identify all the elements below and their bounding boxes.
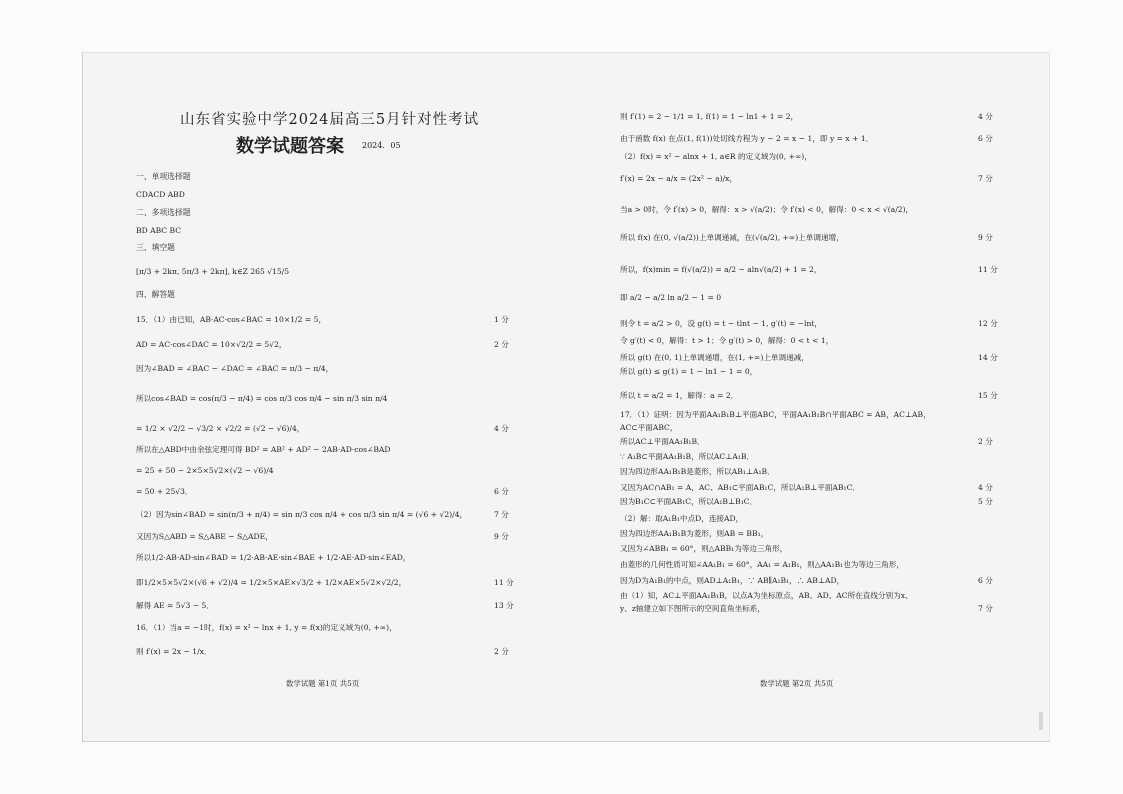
answer-line bbox=[620, 528, 768, 539]
answer-line bbox=[136, 225, 181, 236]
answer-line bbox=[620, 559, 904, 570]
score-label: 11 分 bbox=[978, 265, 998, 274]
answer-line bbox=[620, 451, 754, 462]
answer-text: 所以在△ABD中由余弦定理可得 BD² = AB² + AD² − 2AB·AD·cos∠BAD bbox=[136, 445, 391, 454]
answer-line bbox=[136, 314, 326, 325]
answer-text: （2）f(x) = x² − alnx + 1, a∈R 的定义域为(0, +∞)， bbox=[620, 152, 812, 161]
score-label: 7 分 bbox=[494, 510, 509, 519]
answer-text: 由菱形的几何性质可知∠AA₁B₁ = 60°，AA₁ = A₁B₁，则△AA₁B₁也为等边三角形， bbox=[620, 560, 904, 569]
score-label: 2 分 bbox=[978, 437, 993, 446]
answer-line bbox=[136, 552, 411, 563]
section-heading bbox=[136, 289, 175, 300]
answer-line bbox=[620, 482, 860, 493]
answer-line bbox=[136, 600, 214, 611]
answer-text: 又因为AC∩AB₁ = A，AC、AB₁⊂平面AB₁C，所以A₁B⊥平面AB₁C． bbox=[620, 483, 861, 492]
answer-line bbox=[136, 577, 406, 588]
score-label: 11 分 bbox=[494, 578, 514, 587]
answer-text: CDACD ABD bbox=[136, 190, 185, 199]
answer-line bbox=[620, 436, 705, 447]
answer-line bbox=[620, 204, 913, 215]
answer-text: f′(x) = 2x − a/x = (2x² − a)/x， bbox=[620, 174, 738, 183]
score-label: 13 分 bbox=[494, 601, 514, 610]
answer-text: 所以，f(x)min = f(√(a/2)) = a/2 − aln√(a/2) + 1 = 2， bbox=[620, 265, 822, 274]
answer-text: 当a > 0时，令 f′(x) > 0，解得：x > √(a/2)；令 f′(x) < 0，解得：0 < x < √(a/2)， bbox=[620, 205, 914, 214]
score-label: 2 分 bbox=[494, 647, 509, 656]
answer-text: 则令 t = a/2 > 0，设 g(t) = t − tlnt − 1, g′(t) = −lnt， bbox=[620, 319, 823, 328]
score-label: 9 分 bbox=[494, 532, 509, 541]
score-label: 4 分 bbox=[978, 112, 993, 121]
section-heading bbox=[136, 242, 175, 253]
answer-line bbox=[136, 189, 185, 200]
score-label: 14 分 bbox=[978, 353, 998, 362]
score-label: 1 分 bbox=[494, 315, 509, 324]
answer-text: 三、填空题 bbox=[136, 243, 175, 252]
answer-text: 则 f′(x) = 2x − 1/x． bbox=[136, 647, 212, 656]
score-label: 15 分 bbox=[978, 391, 998, 400]
score-label: 7 分 bbox=[978, 604, 993, 613]
answer-line bbox=[136, 393, 387, 404]
answer-text: 所以AC⊥平面AA₁B₁B． bbox=[620, 437, 705, 446]
answer-line bbox=[620, 543, 787, 554]
section-heading bbox=[136, 207, 191, 218]
score-label: 2 分 bbox=[494, 340, 509, 349]
answer-line bbox=[620, 173, 737, 184]
page-footer-right: 数学试题 第2页 共5页 bbox=[760, 679, 834, 688]
answer-line bbox=[620, 390, 738, 401]
answer-text: AC⊂平面ABC， bbox=[620, 423, 678, 432]
answer-line bbox=[136, 486, 193, 497]
answer-text: 所以 g(t) 在(0, 1)上单调递增，在(1, +∞)上单调递减， bbox=[620, 353, 809, 362]
answer-text: = 1/2 × √2/2 − √3/2 × √2/2 = (√2 − √6)/4， bbox=[136, 424, 305, 433]
answer-text: 即 a/2 − a/2 ln a/2 − 1 = 0 bbox=[620, 293, 722, 302]
answer-line bbox=[136, 622, 397, 633]
answer-line bbox=[136, 646, 212, 657]
answer-line bbox=[620, 318, 822, 329]
answer-text: 因为四边形AA₁B₁B为菱形，则AB = BB₁， bbox=[620, 529, 769, 538]
answer-line bbox=[136, 423, 304, 434]
answer-text: 所以cos∠BAD = cos(π/3 − π/4) = cos π/3 cos π/4 − sin π/3 sin π/4 bbox=[136, 394, 388, 403]
answer-text: ∵ A₁B⊂平面AA₁B₁B，所以AC⊥A₁B． bbox=[620, 452, 755, 461]
answer-line bbox=[620, 603, 765, 614]
answer-text: 二、多项选择题 bbox=[136, 208, 191, 217]
answer-line bbox=[620, 466, 775, 477]
answer-line bbox=[136, 509, 467, 520]
answer-line bbox=[620, 133, 873, 144]
score-label: 9 分 bbox=[978, 233, 993, 242]
answer-line bbox=[620, 409, 931, 420]
answer-text: 又因为S△ABD = S△ABE − S△ADE， bbox=[136, 532, 273, 541]
score-label: 5 分 bbox=[978, 497, 993, 506]
score-label: 6 分 bbox=[494, 487, 509, 496]
answer-text: AD = AC·cos∠DAC = 10×√2/2 = 5√2， bbox=[136, 340, 287, 349]
answer-text: 则 f′(1) = 2 − 1/1 = 1, f(1) = 1 − ln1 + 1 = 2， bbox=[620, 112, 799, 121]
answer-line bbox=[620, 292, 721, 303]
answer-line bbox=[620, 422, 677, 433]
answer-line bbox=[620, 366, 757, 377]
answer-line bbox=[136, 339, 287, 350]
answer-line bbox=[620, 575, 844, 586]
answer-text: 又因为∠ABB₁ = 60°，则△ABB₁为等边三角形， bbox=[620, 544, 788, 553]
answer-text: 四、解答题 bbox=[136, 290, 175, 299]
answer-line bbox=[620, 513, 743, 524]
score-label: 6 分 bbox=[978, 134, 993, 143]
answer-text: y、z轴建立如下图所示的空间直角坐标系， bbox=[620, 604, 765, 613]
answer-text: [π/3 + 2kπ, 5π/3 + 2kπ], k∈Z 265 √15/5 bbox=[136, 267, 290, 276]
answer-line bbox=[620, 151, 812, 162]
score-label: 12 分 bbox=[978, 319, 998, 328]
answer-line bbox=[136, 465, 274, 476]
answer-text: 由于函数 f(x) 在点(1, f(1))处切线方程为 y − 2 = x − 1，即 y = x + 1． bbox=[620, 134, 874, 143]
answer-line bbox=[136, 266, 289, 277]
document-title: 数学试题答案 bbox=[236, 136, 344, 157]
answer-text: 所以 t = a/2 = 1，解得：a = 2． bbox=[620, 391, 739, 400]
answer-line bbox=[620, 590, 913, 601]
answer-text: 因为B₁C⊂平面AB₁C，所以A₁B⊥B₁C． bbox=[620, 497, 758, 506]
answer-text: = 25 + 50 − 2×5×5√2×(√2 − √6)/4 bbox=[136, 466, 274, 475]
answer-text: 由（1）知，AC⊥平面AA₁B₁B，以点A为坐标原点，AB、AD、AC所在直线分别为x、 bbox=[620, 591, 913, 600]
answer-line bbox=[620, 264, 821, 275]
score-label: 6 分 bbox=[978, 576, 993, 585]
answer-line bbox=[136, 531, 273, 542]
answer-line bbox=[136, 444, 390, 455]
answer-text: BD ABC BC bbox=[136, 226, 182, 235]
answer-line bbox=[620, 335, 833, 346]
score-label: 4 分 bbox=[978, 483, 993, 492]
answer-text: 解得 AE = 5√3 − 5． bbox=[136, 601, 214, 610]
answer-line bbox=[620, 232, 844, 243]
school-title: 山东省实验中学2024届高三5月针对性考试 bbox=[180, 112, 480, 128]
answer-text: 所以 g(t) ≤ g(1) = 1 − ln1 − 1 = 0， bbox=[620, 367, 758, 376]
section-heading bbox=[136, 171, 191, 182]
answer-text: 所以1/2·AB·AD·sin∠BAD = 1/2·AB·AE·sin∠BAE + 1/2·AE·AD·sin∠EAD， bbox=[136, 553, 411, 562]
scan-mark bbox=[1039, 712, 1043, 730]
answer-text: 因为D为A₁B₁的中点，则AD⊥A₁B₁，∵ AB∥A₁B₁，∴ AB⊥AD， bbox=[620, 576, 845, 585]
answer-text: 令 g′(t) < 0，解得：t > 1；令 g′(t) > 0，解得：0 < t < 1， bbox=[620, 336, 834, 345]
answer-text: 16．（1）当a = −1时，f(x) = x² − lnx + 1, y = f(x)的定义域为(0, +∞)， bbox=[136, 623, 397, 632]
answer-text: （2）解：取A₁B₁中点D，连接AD， bbox=[620, 514, 744, 523]
answer-text: = 50 + 25√3． bbox=[136, 487, 193, 496]
answer-line bbox=[620, 496, 757, 507]
answer-text: 因为四边形AA₁B₁B是菱形，所以AB₁⊥A₁B． bbox=[620, 467, 775, 476]
answer-text: 即1/2×5×5√2×(√6 + √2)/4 = 1/2×5×AE×√3/2 + 1/2×AE×5√2×√2/2， bbox=[136, 578, 407, 587]
score-label: 4 分 bbox=[494, 424, 509, 433]
answer-line bbox=[620, 111, 798, 122]
answer-text: 一、单项选择题 bbox=[136, 172, 191, 181]
answer-line bbox=[136, 363, 333, 374]
answer-text: 17．（1）证明：因为平面AA₁B₁B⊥平面ABC，平面AA₁B₁B∩平面ABC = AB，AC⊥AB， bbox=[620, 410, 931, 419]
page-footer-left: 数学试题 第1页 共5页 bbox=[286, 679, 360, 688]
answer-text: （2）因为sin∠BAD = sin(π/3 + π/4) = sin π/3 cos π/4 + cos π/3 sin π/4 = (√6 + √2)/4， bbox=[136, 510, 468, 519]
score-label: 7 分 bbox=[978, 174, 993, 183]
answer-text: 所以 f(x) 在(0, √(a/2))上单调递减，在(√(a/2), +∞)上单调递增， bbox=[620, 233, 844, 242]
answer-text: 因为∠BAD = ∠BAC − ∠DAC = ∠BAC = π/3 − π/4， bbox=[136, 364, 334, 373]
document-date: 2024．05 bbox=[362, 141, 401, 150]
answer-text: 15．（1）由已知，AB·AC·cos∠BAC = 10×1/2 = 5， bbox=[136, 315, 327, 324]
answer-line bbox=[620, 352, 809, 363]
